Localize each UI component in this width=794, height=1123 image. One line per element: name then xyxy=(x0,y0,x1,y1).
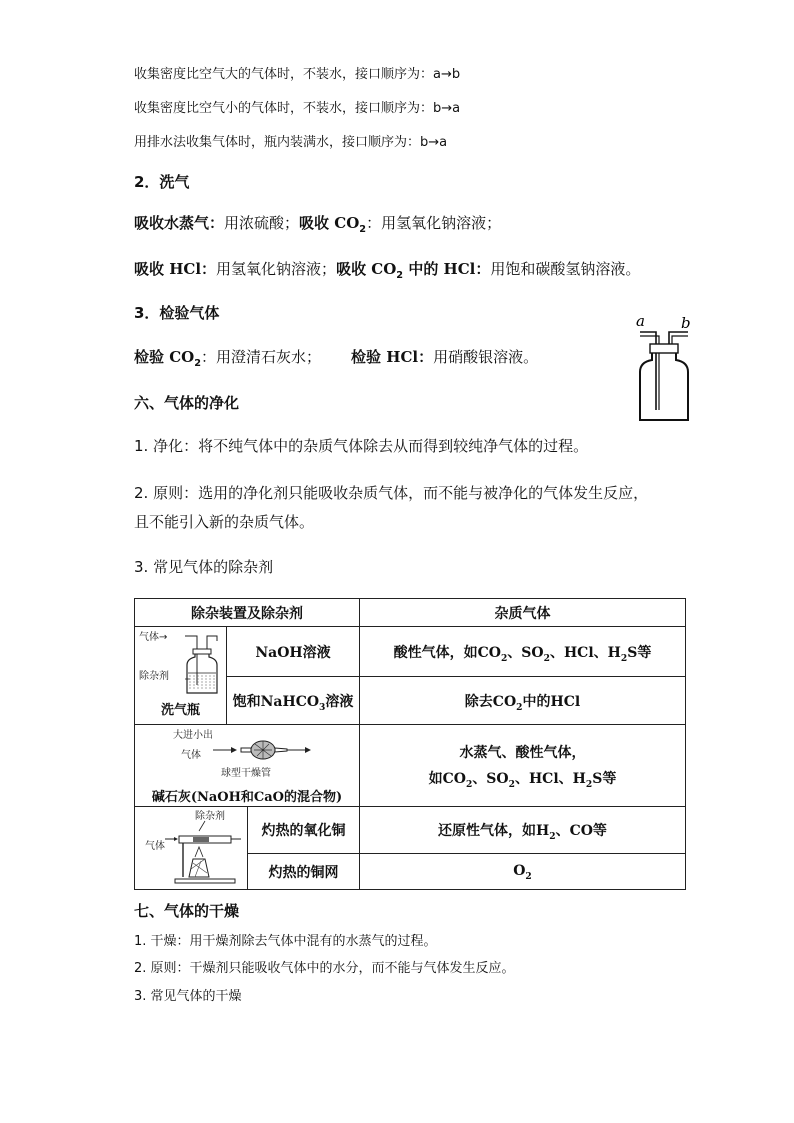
row5-agent: 灼热的铜网 xyxy=(268,864,339,881)
dry-definition: 1. 干燥：用干燥剂除去气体中混有的水蒸气的过程。 xyxy=(134,934,437,949)
wash-paragraph-1: 吸收水蒸气：用浓硫酸；吸收 $CO_2$：用氢氧化钠溶液； xyxy=(134,214,502,235)
heat-gas-label: 气体 xyxy=(145,841,165,852)
table-row xyxy=(135,725,686,807)
tube-top-label: 大进小出 xyxy=(172,730,213,741)
row4-gas: 还原性气体，如$H_2$、CO等 xyxy=(359,807,685,854)
purification-table xyxy=(134,598,686,890)
bottle-label-a: a xyxy=(636,312,645,330)
header-impurity: 杂质气体 xyxy=(359,599,685,627)
row1-gas: 酸性气体，如$CO_2$、$SO_2$、HCl、$H_2S$等 xyxy=(359,627,685,677)
soda-lime-caption: 碱石灰(NaOH和CaO的混合物) xyxy=(151,790,343,805)
dry-agents-title: 3. 常见气体的干燥 xyxy=(134,989,242,1004)
wash-heading: 2．洗气 xyxy=(134,173,190,191)
drying-tube-cell xyxy=(135,725,360,807)
bottle-label-b: b xyxy=(681,314,691,332)
wash-paragraph-2: 吸收 HCl：用氢氧化钠溶液；吸收 $CO_2$ 中的 HCl：用饱和碳酸氢钠溶液。 xyxy=(134,260,641,281)
header-apparatus: 除杂装置及除杂剂 xyxy=(135,599,360,627)
table-row xyxy=(135,627,686,677)
heat-agent-label: 除杂剂 xyxy=(195,811,225,822)
row3-gas: 水蒸气、酸性气体， 如$CO_2$、$SO_2$、HCl、$H_2S$等 xyxy=(359,725,685,807)
purify-agents-title: 3. 常见气体的除杂剂 xyxy=(134,558,274,576)
table-header-row xyxy=(135,599,686,627)
row5-gas: $O_2$ xyxy=(359,853,685,889)
wash-bottle-diagram xyxy=(135,627,225,695)
purify-principle-line-1: 2. 原则：选用的净化剂只能吸收杂质气体，而不能与被净化的气体发生反应， xyxy=(134,484,649,502)
table-row xyxy=(135,807,686,854)
heated-tube-cell xyxy=(135,807,360,890)
collect-line-1: 收集密度比空气大的气体时，不装水，接口顺序为：a→b xyxy=(134,67,461,82)
row2-gas: 除去$CO_2$中的HCl xyxy=(359,677,685,725)
row4-agent: 灼热的氧化铜 xyxy=(248,807,359,854)
tube-gas-label: 气体 xyxy=(180,750,201,761)
test-paragraph: 检验 $CO_2$：用澄清石灰水； 检验 HCl：用硝酸银溶液。 xyxy=(134,348,539,369)
collect-line-2: 收集密度比空气小的气体时，不装水，接口顺序为：b→a xyxy=(134,101,461,116)
wash-gas-label: 气体→ xyxy=(139,632,168,643)
purify-definition: 1. 净化：将不纯气体中的杂质气体除去从而得到较纯净气体的过程。 xyxy=(134,437,589,455)
purify-principle-line-2: 且不能引入新的杂质气体。 xyxy=(134,513,315,531)
dry-principle: 2. 原则：干燥剂只能吸收气体中的水分，而不能与气体发生反应。 xyxy=(134,961,515,976)
gas-bottle-figure xyxy=(628,310,698,422)
tube-name-label: 球型干燥管 xyxy=(220,768,271,779)
heated-tube-diagram xyxy=(135,807,247,889)
test-heading: 3．检验气体 xyxy=(134,304,220,322)
wash-agent-label: 除杂剂 xyxy=(139,671,170,682)
row1-agent: NaOH溶液 xyxy=(226,627,359,677)
dry-heading: 七、气体的干燥 xyxy=(134,902,240,920)
wash-bottle-caption: 洗气瓶 xyxy=(160,703,200,718)
collect-line-3: 用排水法收集气体时，瓶内装满水，接口顺序为：b→a xyxy=(134,135,448,150)
wash-bottle-cell xyxy=(135,627,227,725)
drying-tube-diagram xyxy=(137,726,357,782)
purify-heading: 六、气体的净化 xyxy=(134,394,240,412)
row2-agent: 饱和NaHCO$_3$溶液 xyxy=(226,677,359,725)
